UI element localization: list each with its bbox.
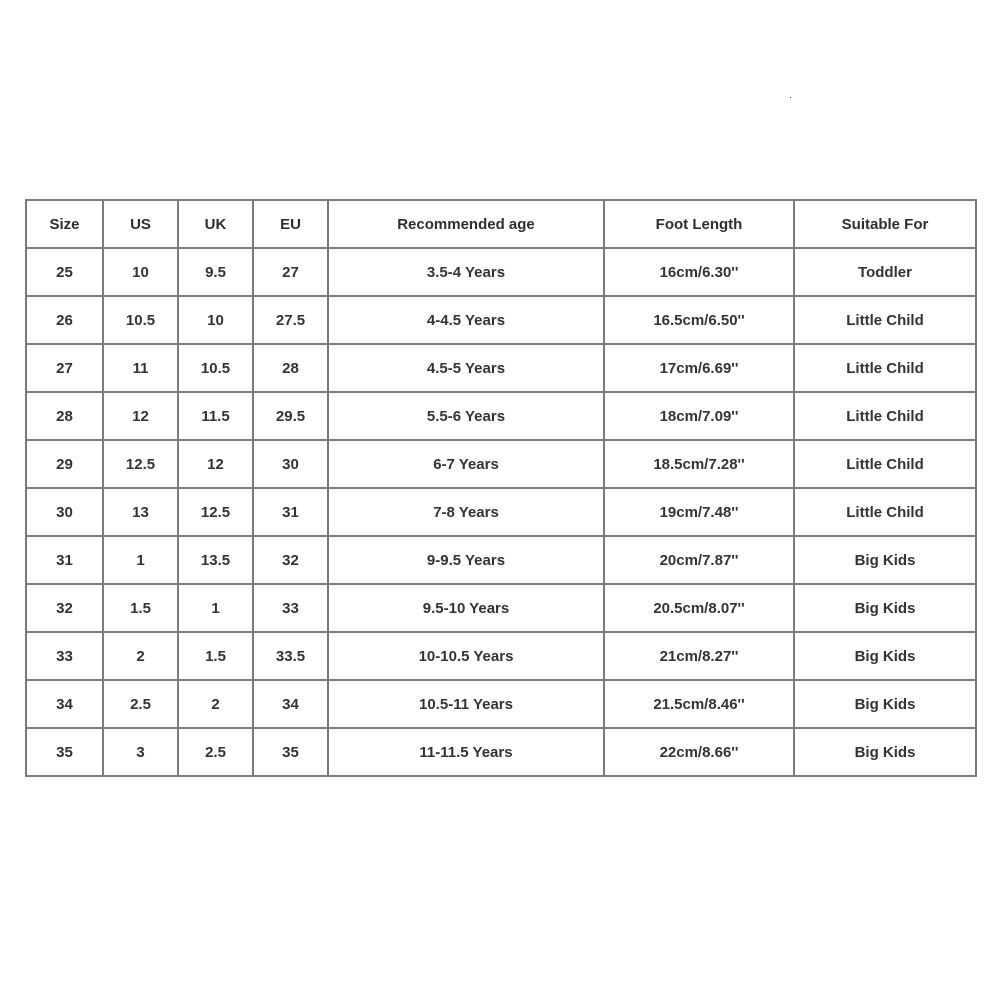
cell-foot-length: 22cm/8.66'' [604,728,794,776]
header-size: Size [26,200,103,248]
cell-uk: 12 [178,440,253,488]
cell-size: 29 [26,440,103,488]
cell-eu: 34 [253,680,328,728]
header-us: US [103,200,178,248]
cell-recommended-age: 9.5-10 Years [328,584,604,632]
header-row [26,200,976,248]
cell-suitable-for: Little Child [794,344,976,392]
cell-foot-length: 16.5cm/6.50'' [604,296,794,344]
cell-foot-length: 20.5cm/8.07'' [604,584,794,632]
cell-eu: 28 [253,344,328,392]
cell-eu: 27 [253,248,328,296]
cell-us: 1 [103,536,178,584]
cell-foot-length: 21cm/8.27'' [604,632,794,680]
cell-eu: 27.5 [253,296,328,344]
table-row [26,584,976,632]
cell-recommended-age: 7-8 Years [328,488,604,536]
cell-recommended-age: 11-11.5 Years [328,728,604,776]
cell-eu: 33 [253,584,328,632]
cell-uk: 11.5 [178,392,253,440]
cell-eu: 35 [253,728,328,776]
cell-recommended-age: 3.5-4 Years [328,248,604,296]
cell-size: 35 [26,728,103,776]
cell-foot-length: 19cm/7.48'' [604,488,794,536]
cell-us: 10 [103,248,178,296]
cell-size: 33 [26,632,103,680]
cell-recommended-age: 5.5-6 Years [328,392,604,440]
cell-recommended-age: 4.5-5 Years [328,344,604,392]
cell-uk: 9.5 [178,248,253,296]
cell-eu: 30 [253,440,328,488]
table-row [26,632,976,680]
cell-uk: 10.5 [178,344,253,392]
table-row [26,296,976,344]
cell-us: 13 [103,488,178,536]
cell-uk: 2.5 [178,728,253,776]
cell-uk: 2 [178,680,253,728]
cell-foot-length: 18cm/7.09'' [604,392,794,440]
size-chart-table [25,199,977,777]
cell-us: 12.5 [103,440,178,488]
cell-suitable-for: Big Kids [794,632,976,680]
cell-size: 28 [26,392,103,440]
cell-suitable-for: Big Kids [794,536,976,584]
cell-size: 34 [26,680,103,728]
header-uk: UK [178,200,253,248]
cell-us: 1.5 [103,584,178,632]
cell-foot-length: 21.5cm/8.46'' [604,680,794,728]
cell-uk: 13.5 [178,536,253,584]
header-suitable-for: Suitable For [794,200,976,248]
cell-eu: 31 [253,488,328,536]
cell-eu: 33.5 [253,632,328,680]
cell-us: 2 [103,632,178,680]
cell-size: 31 [26,536,103,584]
cell-size: 26 [26,296,103,344]
cell-suitable-for: Little Child [794,440,976,488]
cell-us: 2.5 [103,680,178,728]
cell-suitable-for: Little Child [794,296,976,344]
cell-recommended-age: 4-4.5 Years [328,296,604,344]
cell-suitable-for: Little Child [794,392,976,440]
cell-suitable-for: Big Kids [794,728,976,776]
header-foot-length: Foot Length [604,200,794,248]
cell-recommended-age: 9-9.5 Years [328,536,604,584]
cell-suitable-for: Toddler [794,248,976,296]
table-row [26,536,976,584]
cell-us: 3 [103,728,178,776]
table-row [26,488,976,536]
cell-eu: 29.5 [253,392,328,440]
cell-us: 12 [103,392,178,440]
cell-suitable-for: Little Child [794,488,976,536]
stray-dot [790,97,791,98]
cell-foot-length: 20cm/7.87'' [604,536,794,584]
header-recommended-age: Recommended age [328,200,604,248]
cell-size: 32 [26,584,103,632]
cell-foot-length: 17cm/6.69'' [604,344,794,392]
cell-recommended-age: 10.5-11 Years [328,680,604,728]
cell-eu: 32 [253,536,328,584]
header-eu: EU [253,200,328,248]
cell-uk: 12.5 [178,488,253,536]
cell-uk: 1.5 [178,632,253,680]
cell-foot-length: 18.5cm/7.28'' [604,440,794,488]
cell-us: 10.5 [103,296,178,344]
table-row [26,344,976,392]
table-row [26,248,976,296]
cell-uk: 10 [178,296,253,344]
cell-us: 11 [103,344,178,392]
cell-recommended-age: 10-10.5 Years [328,632,604,680]
cell-size: 25 [26,248,103,296]
table-row [26,680,976,728]
table-row [26,392,976,440]
cell-size: 30 [26,488,103,536]
table-row [26,728,976,776]
cell-uk: 1 [178,584,253,632]
cell-recommended-age: 6-7 Years [328,440,604,488]
table-row [26,440,976,488]
cell-foot-length: 16cm/6.30'' [604,248,794,296]
cell-suitable-for: Big Kids [794,680,976,728]
cell-suitable-for: Big Kids [794,584,976,632]
cell-size: 27 [26,344,103,392]
